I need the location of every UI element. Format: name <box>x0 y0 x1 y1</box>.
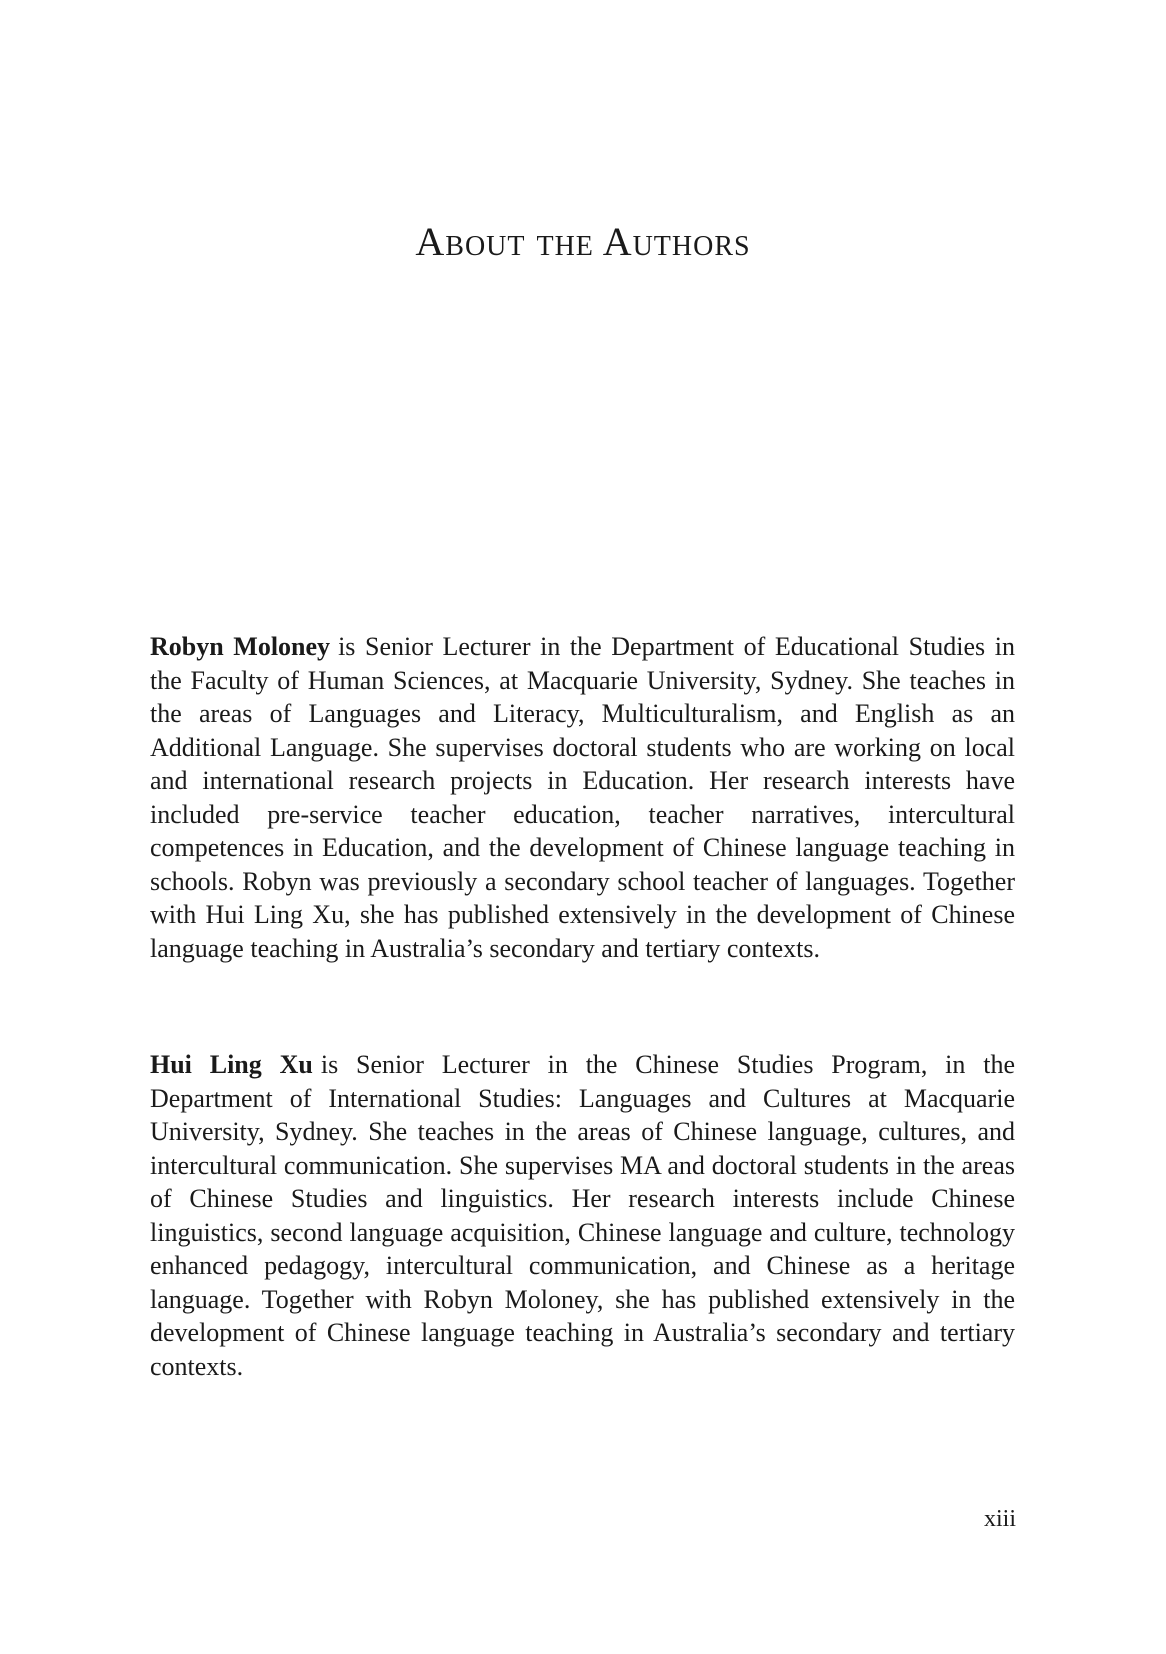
author-bio-text: is Senior Lecturer in the Department of Educational Studies in the Faculty of Human Sciences, at Macquarie University, Sydney. She teaches in the areas of Languages and Literacy, Multiculturalism, and English as an Additional Language. She supervises doctoral students who are working on local and international research projects in Education. Her research interests have included pre-service teacher education, teacher narratives, intercultural competences in Education, and the development of Chinese language teaching in schools. Robyn was previously a secondary school teacher of languages. Together with Hui Ling Xu, she has published extensively in the development of Chinese language teaching in Australia’s secondary and tertiary contexts. <box>150 632 1015 963</box>
author-bio-hui-ling-xu <box>150 1048 1015 1383</box>
author-bio-robyn-moloney <box>150 630 1015 965</box>
author-name: Robyn Moloney <box>150 632 331 661</box>
page-title: About the Authors <box>415 219 751 264</box>
page-number: xiii <box>983 1506 1016 1532</box>
author-bio-text: is Senior Lecturer in the Chinese Studies Program, in the Department of International Studies: Languages and Cultures at Macquarie University, Sydney. She teaches in the areas of Chinese language, cultures, and intercultural communication. She supervises MA and doctoral students in the areas of Chinese Studies and linguistics. Her research interests include Chinese linguistics, second language acquisition, Chinese language and culture, technology enhanced pedagogy, intercultural communication, and Chinese as a heritage language. Together with Robyn Moloney, she has published extensively in the development of Chinese language teaching in Australia’s secondary and tertiary contexts. <box>150 1050 1016 1381</box>
author-name: Hui Ling Xu <box>150 1050 313 1079</box>
